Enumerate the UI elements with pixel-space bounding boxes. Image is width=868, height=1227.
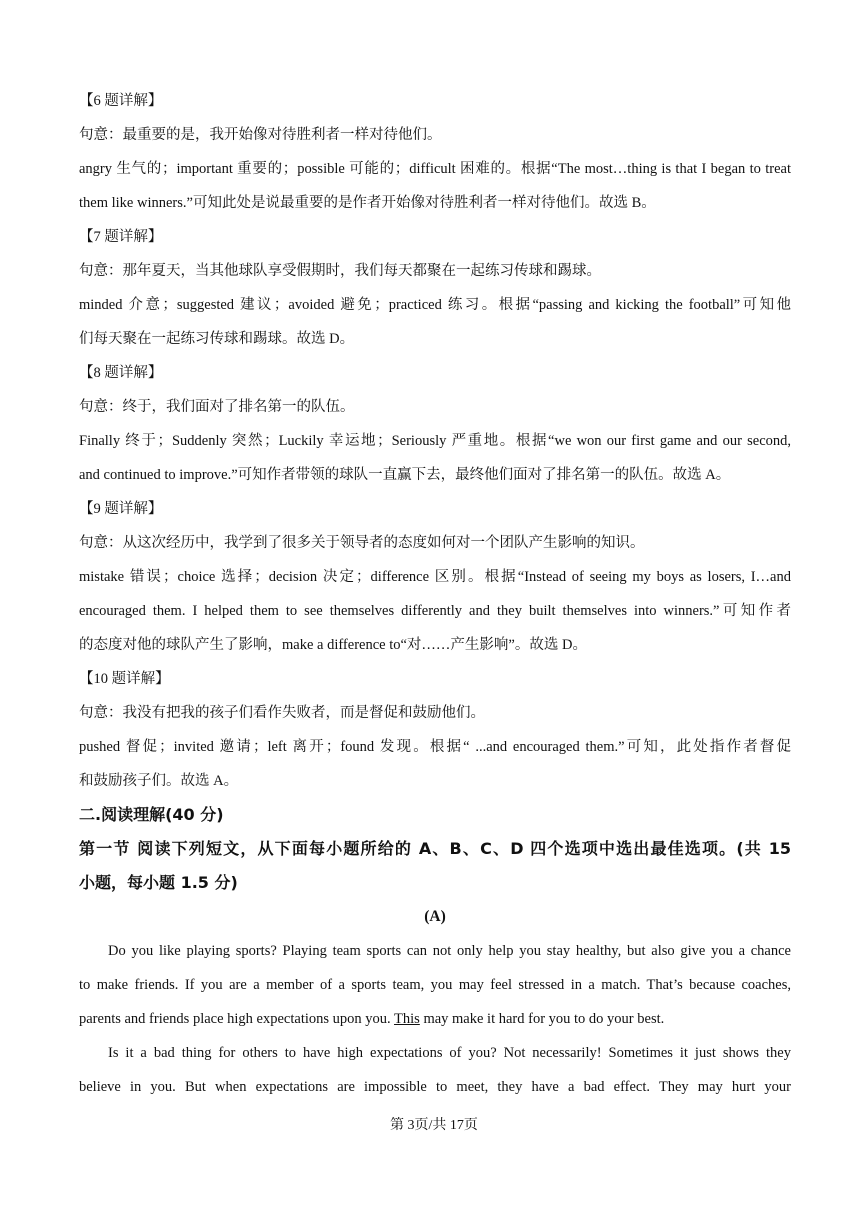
question-8-meaning: 句意：终于，我们面对了排名第一的队伍。	[79, 399, 355, 415]
question-7-analysis-line-2: 们每天聚在一起练习传球和踢球。故选 D。	[79, 331, 355, 347]
section-title-reading: 二.阅读理解(40 分)	[79, 805, 224, 824]
question-9-header: 【9 题详解】	[79, 501, 163, 517]
question-9-analysis-line-3: 的态度对他的球队产生了影响，make a difference to“对……产生影响”。故选 D。	[79, 637, 587, 653]
passage-title: (A)	[424, 908, 446, 925]
question-7-analysis-line-1: minded 介意；suggested 建议；avoided 避免；practiced 练习。根据“passing and kicking the football”可知他	[79, 297, 791, 313]
question-10-analysis-line-2: 和鼓励孩子们。故选 A。	[79, 773, 239, 789]
page-footer: 第 3页/共 17页	[390, 1118, 478, 1133]
question-8-analysis-line-1: Finally 终于；Suddenly 突然；Luckily 幸运地；Seriously 严重地。根据“we won our first game and our second,	[79, 433, 791, 449]
passage-paragraph-1-line-3	[79, 1002, 791, 1036]
question-10-header: 【10 题详解】	[79, 671, 170, 687]
page-content	[79, 84, 791, 1104]
question-9-meaning: 句意：从这次经历中，我学到了很多关于领导者的态度如何对一个团队产生影响的知识。	[79, 535, 645, 551]
question-8-header: 【8 题详解】	[79, 365, 163, 381]
question-10-meaning: 句意：我没有把我的孩子们看作失败者，而是督促和鼓励他们。	[79, 705, 485, 721]
question-10-analysis-line-1: pushed 督促；invited 邀请；left 离开；found 发现。根据“ ...and encouraged them.”可知，此处指作者督促	[79, 739, 791, 755]
question-6-header: 【6 题详解】	[79, 93, 163, 109]
section-instructions-line-1: 第一节 阅读下列短文，从下面每小题所给的 A、B、C、D 四个选项中选出最佳选项。(共 15	[79, 839, 791, 858]
question-7-header: 【7 题详解】	[79, 229, 163, 245]
question-6-analysis-line-1: angry 生气的；important 重要的；possible 可能的；difficult 困难的。根据“The most…thing is that I began to treat	[79, 161, 791, 177]
question-9-analysis-line-2: encouraged them. I helped them to see themselves differently and they built themselves into winners.”可知作者	[79, 603, 791, 619]
question-7-meaning: 句意：那年夏天，当其他球队享受假期时，我们每天都聚在一起练习传球和踢球。	[79, 263, 601, 279]
passage-paragraph-1-line-1: Do you like playing sports? Playing team sports can not only help you stay healthy, but also give you a chance	[108, 943, 791, 959]
section-instructions-line-2: 小题，每小题 1.5 分)	[79, 873, 238, 892]
passage-paragraph-2-line-1: Is it a bad thing for others to have high expectations of you? Not necessarily! Sometimes it just shows they	[108, 1045, 791, 1061]
passage-text-segment: may make it hard for you to do your best.	[419, 1011, 665, 1027]
question-9-analysis-line-1: mistake 错误；choice 选择；decision 决定；difference 区别。根据“Instead of seeing my boys as losers, I…and	[79, 569, 791, 585]
question-6-meaning: 句意：最重要的是，我开始像对待胜利者一样对待他们。	[79, 127, 442, 143]
question-8-analysis-line-2: and continued to improve.”可知作者带领的球队一直赢下去，最终他们面对了排名第一的队伍。故选 A。	[79, 467, 731, 483]
question-6-analysis-line-2: them like winners.”可知此处是说最重要的是作者开始像对待胜利者一样对待他们。故选 B。	[79, 195, 656, 211]
passage-paragraph-2-line-2: believe in you. But when expectations are impossible to meet, they have a bad effect. They may hurt your	[79, 1079, 791, 1095]
passage-text-segment: parents and friends place high expectations upon you.	[79, 1011, 395, 1027]
underlined-word: This	[394, 1011, 420, 1027]
passage-paragraph-1-line-2: to make friends. If you are a member of a sports team, you may feel stressed in a match. That’s because coaches,	[79, 977, 791, 993]
